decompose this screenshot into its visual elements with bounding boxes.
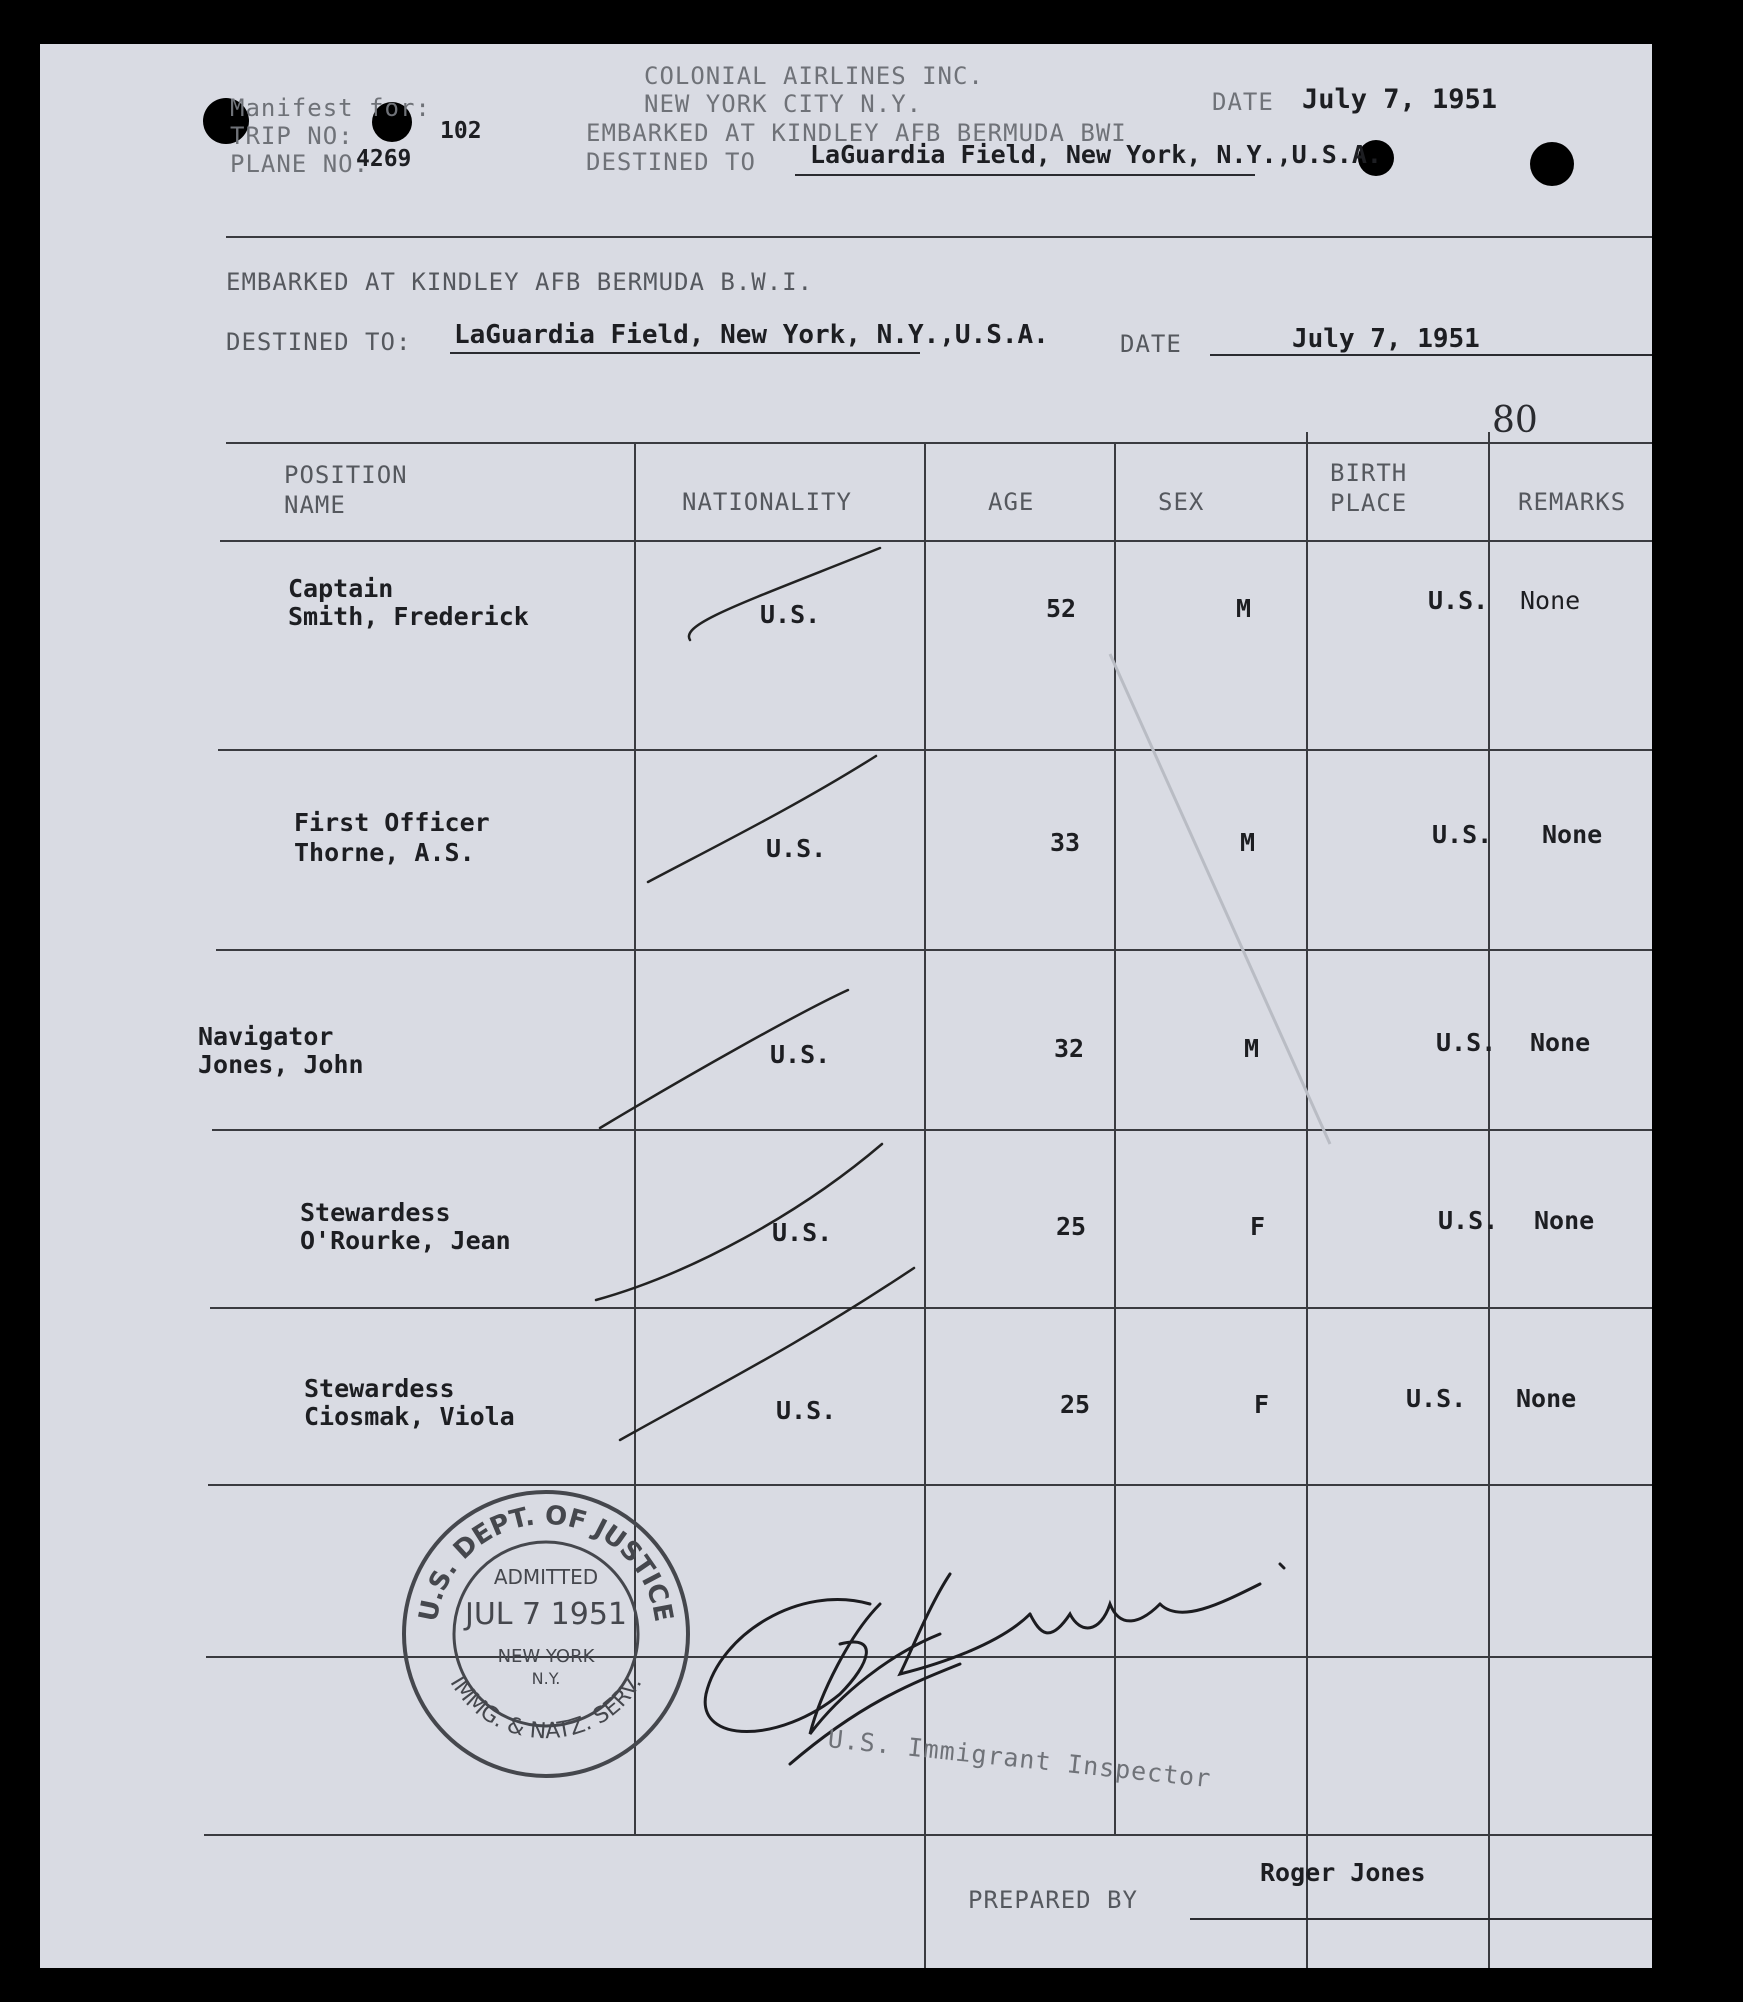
row1-age: 52 [1046, 594, 1077, 623]
manifest-for-label: Manifest for: [230, 94, 431, 122]
stamp-date: JUL 7 1951 [464, 1597, 628, 1632]
row2-name: Thorne, A.S. [294, 838, 475, 867]
row3-name: Jones, John [198, 1050, 364, 1079]
section-destined-value: LaGuardia Field, New York, N.Y.,U.S.A. [454, 320, 1049, 350]
row5-sex: F [1254, 1390, 1270, 1419]
col-header-sex: SEX [1158, 488, 1205, 516]
section-embarked: EMBARKED AT KINDLEY AFB BERMUDA B.W.I. [226, 268, 814, 296]
row4-nationality: U.S. [772, 1218, 833, 1247]
check-mark [600, 990, 848, 1128]
check-mark [648, 756, 876, 882]
manifest-sheet [40, 44, 1652, 1968]
row1-sex: M [1236, 594, 1252, 623]
stamp-place2: N.Y. [531, 1669, 561, 1688]
col-header-nationality: NATIONALITY [682, 488, 852, 516]
row3-position: Navigator [198, 1022, 334, 1051]
stamp-admitted: ADMITTED [493, 1565, 599, 1589]
plane-label: PLANE NO. [230, 150, 370, 178]
plane-value: 4269 [356, 146, 412, 172]
signature-title: U.S. Immigrant Inspector [826, 1724, 1213, 1794]
row4-position: Stewardess [300, 1198, 451, 1227]
stamp-top-text: U.S. DEPT. OF JUSTICE [413, 1500, 679, 1625]
prepared-by-label: PREPARED BY [968, 1886, 1138, 1914]
page-number: 80 [1492, 400, 1538, 441]
header-date-label: DATE [1212, 88, 1274, 116]
check-mark [620, 1268, 914, 1440]
row1-remarks: None [1520, 586, 1581, 615]
row4-age: 25 [1056, 1212, 1087, 1241]
header-destined-label: DESTINED TO [586, 148, 756, 176]
row4-name: O'Rourke, Jean [300, 1226, 511, 1255]
row4-birthplace: U.S. [1438, 1206, 1499, 1235]
col-header-position-line: POSITION NAME [284, 461, 408, 519]
company-name: COLONIAL AIRLINES INC. [644, 62, 984, 90]
header-destined-value: LaGuardia Field, New York, N.Y.,U.S.A. [810, 140, 1382, 169]
row3-birthplace: U.S. [1436, 1028, 1497, 1057]
row4-sex: F [1250, 1212, 1266, 1241]
row5-age: 25 [1060, 1390, 1091, 1419]
immigration-stamp [396, 1484, 696, 1784]
header-embarked: EMBARKED AT KINDLEY AFB BERMUDA BWI [586, 119, 1127, 147]
stamp-bottom-text: IMMG. & NATZ. SERV. [444, 1671, 648, 1745]
inspector-signature [700, 1544, 1340, 1774]
check-mark [596, 1144, 882, 1300]
row5-birthplace: U.S. [1406, 1384, 1467, 1413]
row5-remarks: None [1516, 1384, 1577, 1413]
row4-remarks: None [1534, 1206, 1595, 1235]
row1-name: Smith, Frederick [288, 602, 529, 631]
row5-name: Ciosmak, Viola [304, 1402, 515, 1431]
row2-sex: M [1240, 828, 1256, 857]
prepared-by-underline [1190, 1918, 1652, 1920]
row2-remarks: None [1542, 820, 1603, 849]
row2-nationality: U.S. [766, 834, 827, 863]
col-header-birthplace: BIRTH PLACE [1330, 459, 1408, 517]
trip-value: 102 [440, 118, 482, 144]
section-date-label: DATE [1120, 330, 1182, 358]
col-header-remarks: REMARKS [1518, 488, 1627, 516]
row3-nationality: U.S. [770, 1040, 831, 1069]
col-header-age: AGE [988, 488, 1035, 516]
check-mark [689, 548, 880, 640]
section-destined-label: DESTINED TO: [226, 328, 412, 356]
faint-diagonal [1110, 654, 1330, 1144]
row2-position: First Officer [294, 808, 490, 837]
row1-birthplace: U.S. [1428, 586, 1489, 615]
header-date-value: July 7, 1951 [1302, 84, 1498, 115]
row2-birthplace: U.S. [1432, 820, 1493, 849]
row3-age: 32 [1054, 1034, 1085, 1063]
section-date-value: July 7, 1951 [1292, 324, 1480, 354]
row3-remarks: None [1530, 1028, 1591, 1057]
row3-sex: M [1244, 1034, 1260, 1063]
row5-nationality: U.S. [776, 1396, 837, 1425]
prepared-by-value: Roger Jones [1260, 1858, 1426, 1887]
stamp-place1: NEW YORK [497, 1646, 595, 1667]
row1-nationality: U.S. [760, 600, 821, 629]
row2-age: 33 [1050, 828, 1081, 857]
row1-position: Captain [288, 574, 394, 603]
trip-label: TRIP NO: [230, 122, 354, 150]
row5-position: Stewardess [304, 1374, 455, 1403]
company-city: NEW YORK CITY N.Y. [644, 90, 923, 118]
